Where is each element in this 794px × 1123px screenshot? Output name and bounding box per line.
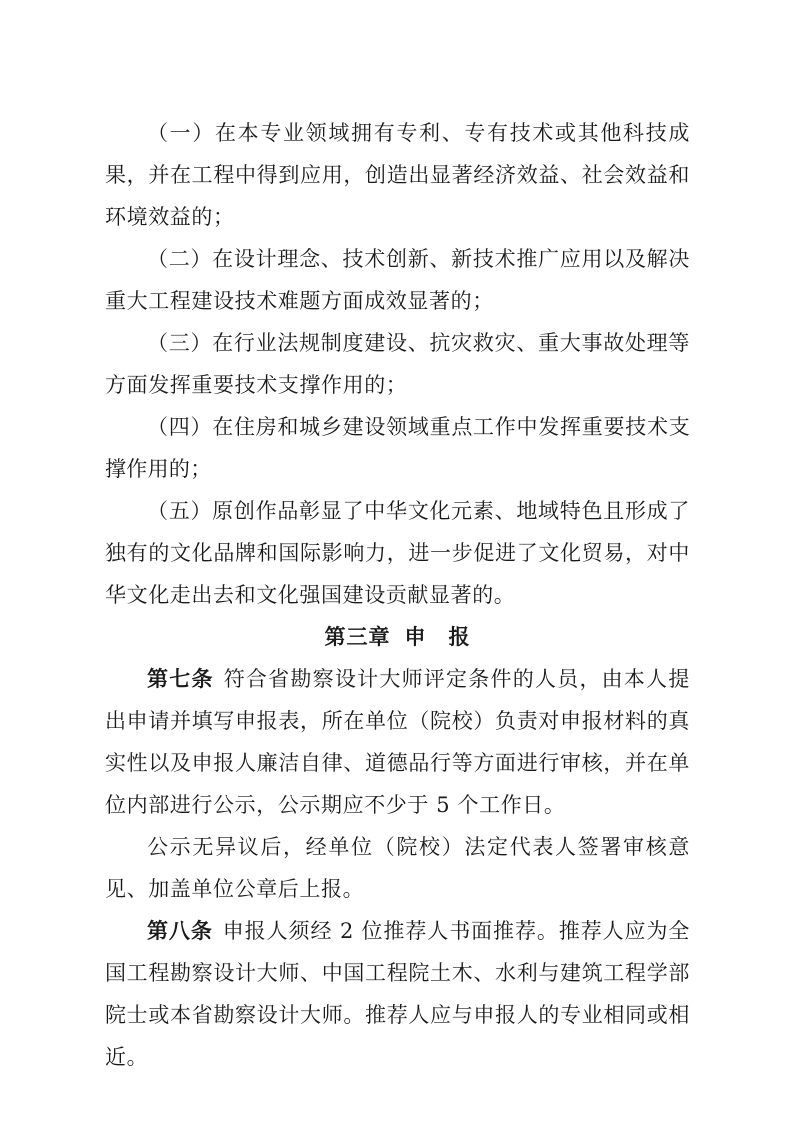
article-7 bbox=[105, 658, 690, 826]
article-8 bbox=[105, 910, 690, 1078]
article-8-text: 申报人须经 2 位推荐人书面推荐。推荐人应为全国工程勘察设计大师、中国工程院土木、水利与建筑工程学部院士或本省勘察设计大师。推荐人应与申报人的专业相同或相近。 bbox=[105, 919, 690, 1069]
criteria-item-2: （二）在设计理念、技术创新、新技术推广应用以及解决重大工程建设技术难题方面成效显著的； bbox=[105, 247, 690, 313]
criteria-item-5: （五）原创作品彰显了中华文化元素、地域特色且形成了独有的文化品牌和国际影响力，进一步促进了文化贸易，对中华文化走出去和文化强国建设贡献显著的。 bbox=[105, 499, 690, 607]
article-7-followup: 公示无异议后，经单位（院校）法定代表人签署审核意见、加盖单位公章后上报。 bbox=[105, 835, 690, 901]
article-8-label: 第八条 bbox=[147, 919, 213, 943]
criteria-item-4: （四）在住房和城乡建设领域重点工作中发挥重要技术支撑作用的； bbox=[105, 415, 690, 481]
criteria-item-3: （三）在行业法规制度建设、抗灾救灾、重大事故处理等方面发挥重要技术支撑作用的； bbox=[105, 331, 690, 397]
chapter-title: 申 报 bbox=[404, 625, 471, 649]
article-7-text: 符合省勘察设计大师评定条件的人员，由本人提出申请并填写申报表，所在单位（院校）负责对申报材料的真实性以及申报人廉洁自律、道德品行等方面进行审核，并在单位内部进行公示，公示期应不少于 5 个工作日。 bbox=[105, 667, 690, 817]
chapter-number: 第三章 bbox=[324, 625, 391, 649]
document-page bbox=[105, 112, 690, 1078]
chapter-heading bbox=[105, 616, 690, 658]
criteria-item-1: （一）在本专业领域拥有专利、专有技术或其他科技成果，并在工程中得到应用，创造出显著经济效益、社会效益和环境效益的； bbox=[105, 121, 690, 229]
article-7-label: 第七条 bbox=[147, 667, 214, 691]
